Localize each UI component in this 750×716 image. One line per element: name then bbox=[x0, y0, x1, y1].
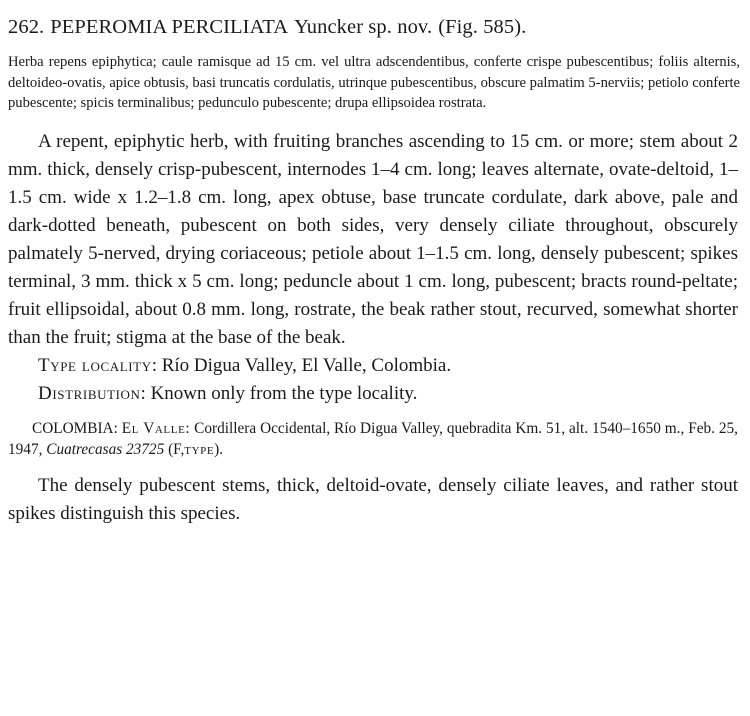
specimen-country: COLOMBIA: bbox=[32, 419, 118, 437]
species-description: A repent, epiphytic herb, with fruiting branches ascending to 15 cm. or more; stem about 2 mm. thick, densely crisp-pubescent, internodes 1–4 cm. long; leaves alternate, ovate-deltoid, 1–1.5 cm. wide x 1.2–1.8 cm. long, apex obtuse, base truncate cordulate, dark above, pale and dark-dotted beneath, pubescent on both sides, very densely ciliate throughout, obscurely palmately 5-nerved, drying coriaceous; petiole about 1–1.5 cm. long, densely pubescent; spikes terminal, 3 mm. thick x 5 cm. long; peduncle about 1 cm. long, pubescent; bracts round-peltate; fruit ellipsoidal, about 0.8 mm. long, rostrate, the beak rather stout, recurved, somewhat shorter than the fruit; stigma at the base of the beak. bbox=[8, 130, 738, 348]
specimen-details: Cordillera Occidental, Río Digua Valley, quebradita Km. 51, alt. 1540–1650 m., Feb. 25, 1947, bbox=[8, 419, 739, 458]
type-locality-value: Río Digua Valley, El Valle, Colombia. bbox=[161, 354, 452, 376]
specimen-collector: Cuatrecasas 23725 bbox=[46, 440, 165, 458]
latin-diagnosis: Herba repens epiphytica; caule ramisque ad 15 cm. vel ultra adscendentibus, conferte crispe pubescentibus; foliis alternis, deltoideo-ovatis, apice obtusis, basi truncatis cordulatis, utrinque pubescentibus, obscure palmatim 5-nerviis; petiolo conferte pubescente; spicis terminalibus; pedunculo pubescente; drupa ellipsoidea rostrata. bbox=[8, 54, 740, 111]
type-locality-line: Type locality: Río Digua Valley, El Valle, Colombia. bbox=[38, 354, 452, 376]
figure-reference: (Fig. 585). bbox=[438, 16, 527, 38]
distinguishing-remark: The densely pubescent stems, thick, deltoid-ovate, densely ciliate leaves, and rather stout spikes distinguish this species. bbox=[8, 474, 738, 524]
specimen-department: El Valle: bbox=[121, 419, 191, 437]
specimen-citation bbox=[8, 418, 742, 460]
distribution-label: Distribution bbox=[38, 382, 141, 404]
herbarium-type: type bbox=[184, 440, 215, 458]
distribution-value: Known only from the type locality. bbox=[150, 382, 418, 404]
species-name: PEPEROMIA PERCILIATA bbox=[50, 16, 289, 38]
herbarium-open: (F, bbox=[168, 440, 185, 458]
distribution-line: Distribution: Known only from the type locality. bbox=[38, 382, 418, 404]
species-author: Yuncker sp. nov. bbox=[294, 16, 433, 38]
species-number: 262. bbox=[8, 16, 45, 38]
type-locality-label: Type locality bbox=[38, 354, 152, 376]
herbarium-close: ). bbox=[214, 440, 224, 458]
species-heading bbox=[8, 14, 742, 40]
